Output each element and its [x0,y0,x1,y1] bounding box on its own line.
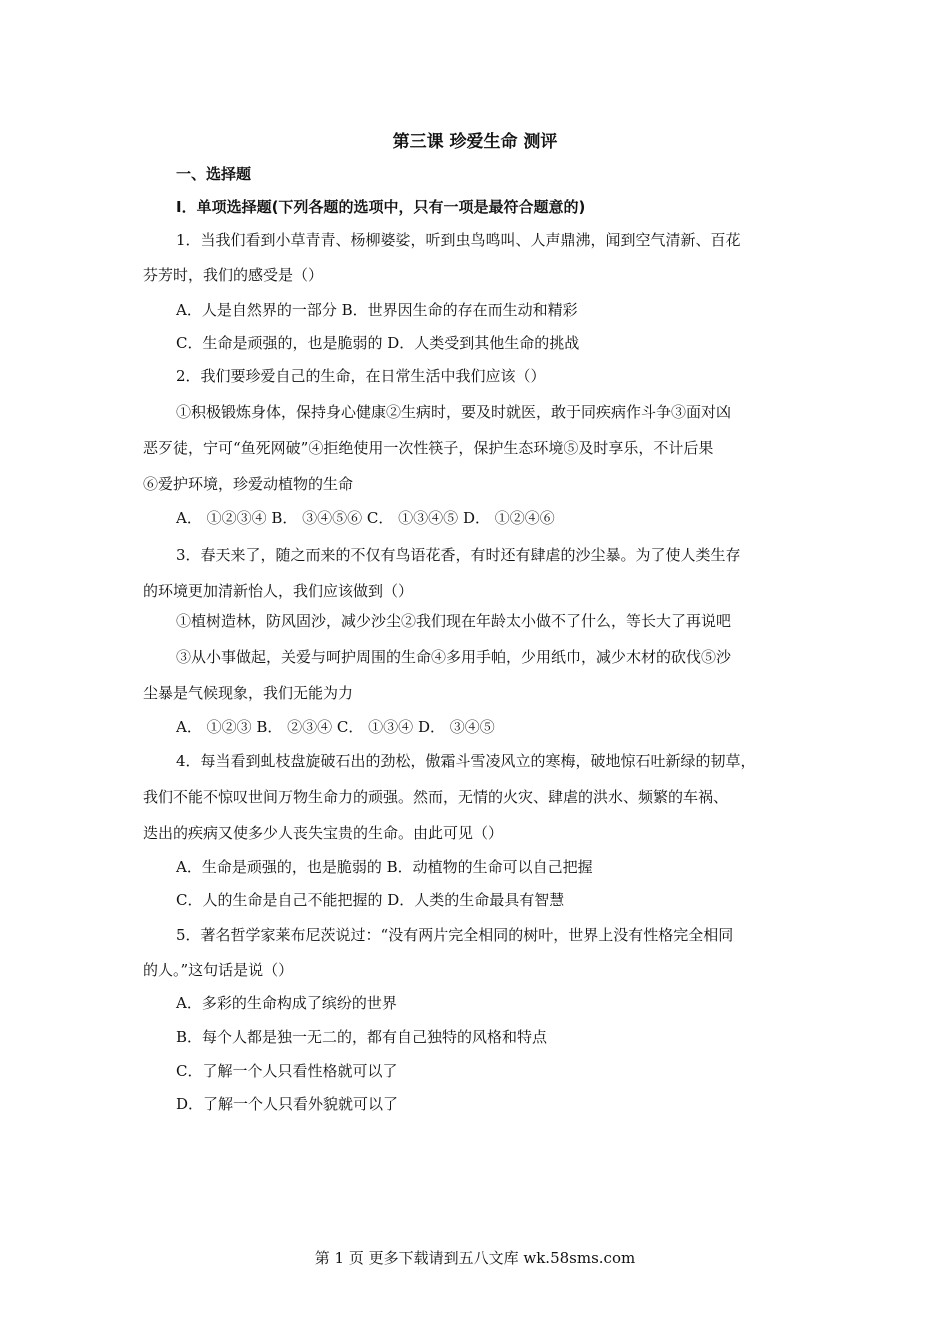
question-4-line-1: 4．每当看到虬枝盘旋破石出的劲松，傲霜斗雪凌风立的寒梅，破地惊石吐新绿的韧草， [176,752,756,770]
question-5-option-d: D．了解一个人只看外貌就可以了 [176,1095,399,1113]
question-4-options-ab: A．生命是顽强的，也是脆弱的 B．动植物的生命可以自己把握 [176,858,593,876]
question-2-options: A． ①②③④ B． ③④⑤⑥ C． ①③④⑤ D． ①②④⑥ [176,509,555,527]
question-5-option-c: C．了解一个人只看性格就可以了 [176,1062,398,1080]
question-2-items-line-2: 恶歹徒，宁可“鱼死网破”④拒绝使用一次性筷子，保护生态环境⑤及时享乐，不计后果 [143,439,714,457]
question-3-line-1: 3．春天来了，随之而来的不仅有鸟语花香，有时还有肆虐的沙尘暴。为了使人类生存 [176,546,741,564]
question-4-options-cd: C．人的生命是自己不能把握的 D．人类的生命最具有智慧 [176,891,565,909]
question-1-options-ab: A．人是自然界的一部分 B．世界因生命的存在而生动和精彩 [176,301,578,319]
question-3-items-line-1: ①植树造林，防风固沙，减少沙尘②我们现在年龄太小做不了什么，等长大了再说吧 [176,612,732,630]
question-4-line-3: 迭出的疾病又使多少人丧失宝贵的生命。由此可见（） [143,824,504,842]
question-1-line-2: 芬芳时，我们的感受是（） [143,266,324,284]
question-5-line-1: 5．著名哲学家莱布尼茨说过：“没有两片完全相同的树叶，世界上没有性格完全相同 [176,926,734,944]
section-heading: 一、选择题 [176,165,252,183]
question-3-line-2: 的环境更加清新怡人，我们应该做到（） [143,582,414,600]
question-3-items-line-2: ③从小事做起，关爱与呵护周围的生命④多用手帕，少用纸巾，减少木材的砍伐⑤沙 [176,648,732,666]
question-3-options: A． ①②③ B． ②③④ C． ①③④ D． ③④⑤ [176,718,495,736]
question-1-options-cd: C．生命是顽强的，也是脆弱的 D．人类受到其他生命的挑战 [176,334,580,352]
question-2-items-line-3: ⑥爱护环境，珍爱动植物的生命 [143,475,354,493]
page-footer: 第 1 页 更多下载请到五八文库 wk.58sms.com [314,1249,636,1267]
question-2-items-line-1: ①积极锻炼身体，保持身心健康②生病时，要及时就医，敢于同疾病作斗争③面对凶 [176,403,732,421]
question-1-line-1: 1．当我们看到小草青青、杨柳婆娑，听到虫鸟鸣叫、人声鼎沸，闻到空气清新、百花 [176,231,741,249]
question-5-option-a: A．多彩的生命构成了缤纷的世界 [176,994,397,1012]
question-4-line-2: 我们不能不惊叹世间万物生命力的顽强。然而，无情的火灾、肆虐的洪水、频繁的车祸、 [143,788,729,806]
question-2-stem: 2．我们要珍爱自己的生命，在日常生活中我们应该（） [176,367,546,385]
page-title: 第三课 珍爱生命 测评 [392,132,558,152]
question-5-option-b: B．每个人都是独一无二的，都有自己独特的风格和特点 [176,1028,548,1046]
question-5-line-2: 的人。”这句话是说（） [143,961,294,979]
subsection-heading: Ⅰ．单项选择题(下列各题的选项中，只有一项是最符合题意的) [176,198,586,216]
question-3-items-line-3: 尘暴是气候现象，我们无能为力 [143,684,354,702]
